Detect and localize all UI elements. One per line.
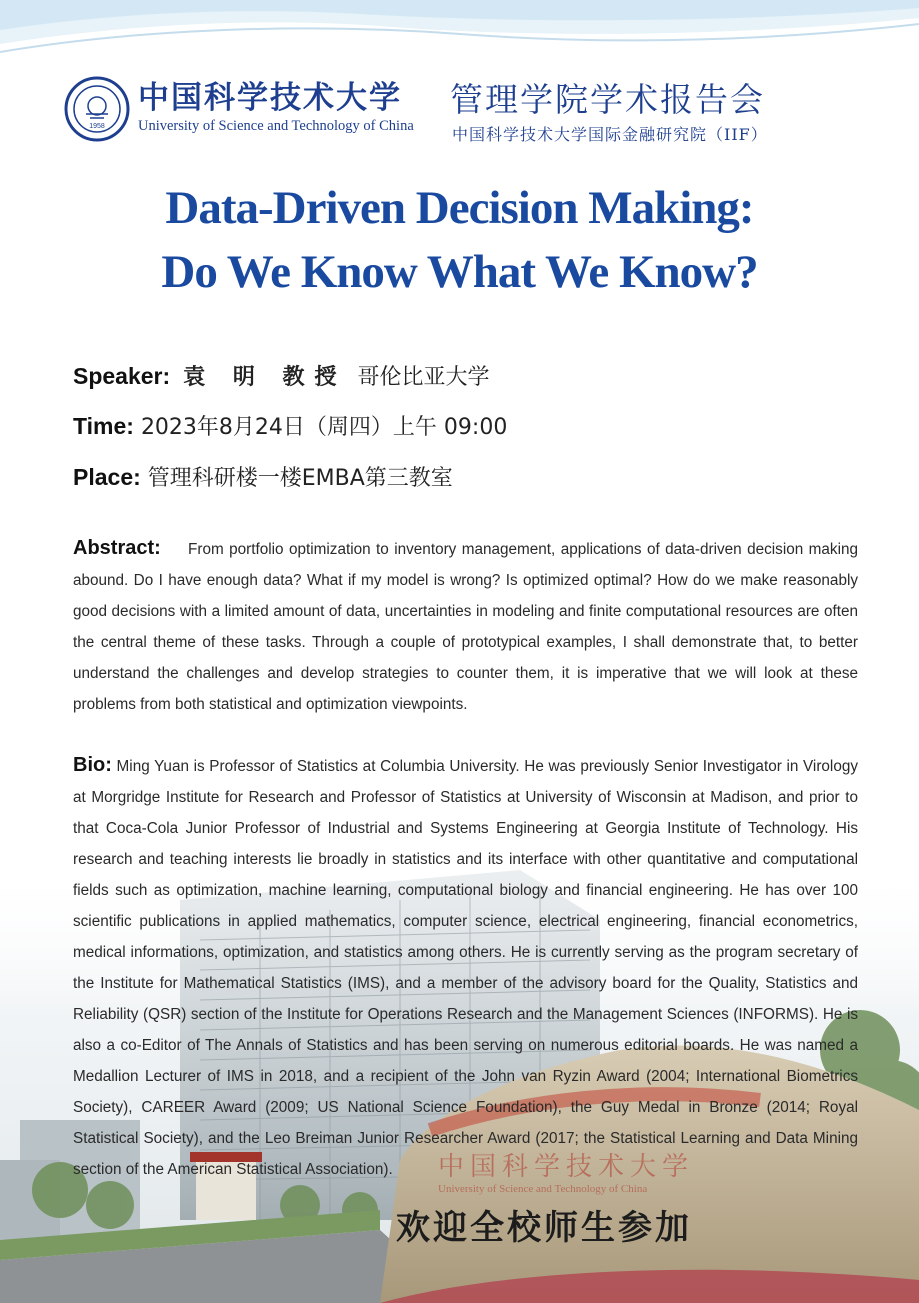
university-name-en: University of Science and Technology of China bbox=[138, 118, 414, 134]
speaker-name: 袁 明 教授 bbox=[183, 365, 347, 390]
ustc-seal-logo bbox=[64, 76, 130, 142]
bio-text: Ming Yuan is Professor of Statistics at Columbia University. He was previously Senior Investigator in Virology at Morgridge Institute for Research and Professor of Statistics at University of Wisconsin at Madison, and prior to that Coca-Cola Junior Professor of Industrial and Systems Engineering at Georgia Institute of Technology. His research and teaching interests lie broadly in statistics and its interface with other quantitative and computational fields such as optimization, machine learning, computational biology and financial engineering. He has over 100 scientific publications in applied mathematics, computer science, electrical engineering, financial econometrics, medical informations, optimization, and statistics among others. He is currently serving as the program secretary of the Institute for Mathematical Statistics (IMS), and a member of the advisory board for the Quality, Statistics and Reliability (QSR) section of the Institute for Operations Research and the Management Sciences (INFORMS). He is also a co-Editor of The Annals of Statistics and has been serving on numerous editorial boards. He was named a Medallion Lecturer of IMS in 2018, and a recipient of the John van Ryzin Award (2004; International Biometrics Society), CAREER Award (2009; US National Science Foundation), the Guy Medal in Bronze (2014; Royal Statistical Society), and the Leo Breiman Junior Researcher Award (2017; the Statistical Learning and Data Mining section of the American Statistical Association). bbox=[73, 758, 858, 1178]
time-value: 2023年8月24日（周四）上午 09:00 bbox=[140, 415, 508, 440]
place-line bbox=[73, 461, 453, 492]
talk-title-line2: Do We Know What We Know? bbox=[161, 246, 758, 298]
time-line bbox=[73, 410, 507, 441]
seal-year: 1958 bbox=[89, 123, 105, 130]
place-value: 管理科研楼一楼EMBA第三教室 bbox=[147, 466, 453, 491]
stone-engraving-zh: 中国科学技术大学 bbox=[438, 1152, 695, 1182]
speaker-line bbox=[73, 360, 490, 391]
time-label: Time: bbox=[73, 413, 134, 439]
speaker-affiliation: 哥伦比亚大学 bbox=[357, 365, 490, 390]
header bbox=[64, 70, 864, 150]
bio-label: Bio: bbox=[73, 754, 112, 776]
stone-engraving-en: University of Science and Technology of China bbox=[438, 1183, 648, 1195]
top-wave-decoration bbox=[0, 0, 919, 70]
welcome-message: 欢迎全校师生参加 bbox=[396, 1208, 692, 1248]
lecture-series-subtitle: 中国科学技术大学国际金融研究院（IIF） bbox=[452, 125, 768, 144]
talk-title bbox=[0, 176, 919, 304]
abstract-label: Abstract: bbox=[73, 537, 161, 559]
abstract-text: From portfolio optimization to inventory management, applications of data-driven decision making abound. Do I have enough data? What if my model is wrong? Is optimized optimal? How do we make reasonably good decisions with a limited amount of data, uncertainties in modeling and finite computational resources are often the central theme of these tasks. Through a couple of prototypical examples, I shall demonstrate that, to better understand the challenges and develop strategies to counter them, it is imperative that we will look at these problems from both statistical and optimization viewpoints. bbox=[73, 541, 858, 713]
talk-title-line1: Data-Driven Decision Making: bbox=[165, 182, 754, 234]
abstract-section bbox=[73, 533, 858, 720]
university-name-zh: 中国科学技术大学 bbox=[138, 80, 402, 116]
place-label: Place: bbox=[73, 464, 141, 490]
speaker-label: Speaker: bbox=[73, 363, 171, 389]
bio-section bbox=[73, 750, 858, 1185]
lecture-series-title: 管理学院学术报告会 bbox=[450, 80, 765, 119]
